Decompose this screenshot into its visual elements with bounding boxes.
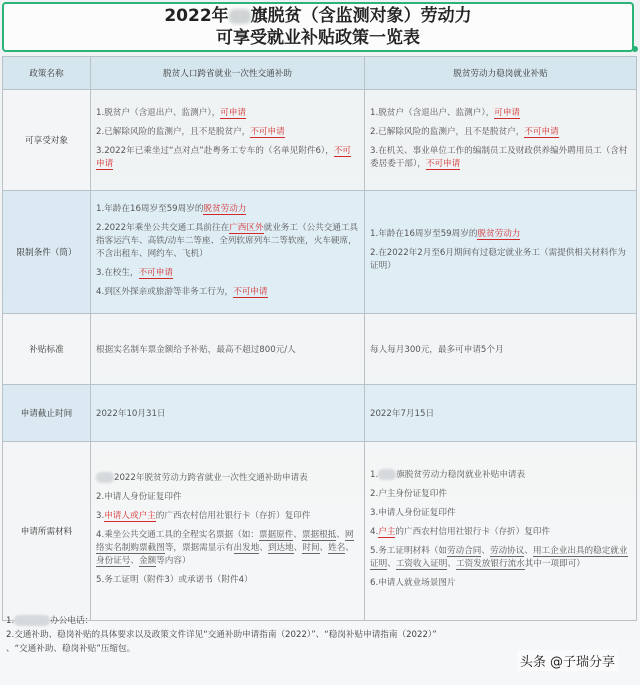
policy-table [2, 56, 637, 621]
header-policy-name: 政策名称 [3, 57, 91, 90]
title-box [2, 2, 634, 52]
red-mark: 可申请 [494, 107, 521, 118]
eligible-transport-cell [91, 90, 365, 191]
red-mark: 不可申请 [425, 158, 461, 169]
standard-stable-job-cell: 每人每月300元，最多可申请5个月 [365, 314, 637, 385]
footer-line-docs-tail: 、“交通补助、稳岗补贴”压缩包。 [6, 644, 136, 654]
list-item: 5.务工证明材料（如劳动合同、劳动协议、用工企业出具的稳定就业证明、工资收入证明、工资发放银行流水其中一项即可） [370, 546, 628, 569]
red-mark: 申请人或户主 [104, 511, 156, 521]
list-item: 1. 旗脱贫劳动力稳岗就业补贴申请表 [370, 470, 526, 480]
list-item: 4.户主的广西农村信用社银行卡（存折）复印件 [370, 527, 551, 537]
footer-line-contact: 1. 办公电话： [6, 616, 94, 626]
red-mark: 户主 [378, 527, 396, 537]
table-header-row [3, 57, 637, 90]
list-item: 1.脱贫户（含退出户、监测户），可申请 [96, 107, 247, 118]
deadline-transport-cell: 2022年10月31日 [91, 385, 365, 442]
row-label-standard: 补贴标准 [3, 314, 91, 385]
conditions-transport-cell [91, 191, 365, 314]
watermark: 头条 @子瑞分享 [517, 650, 618, 671]
red-mark: 不可申请 [524, 126, 559, 137]
list-item: 3.申请人或户主的广西农村信用社银行卡（存折）复印件 [96, 511, 311, 521]
footer-line-docs: 2.交通补助、稳岗补贴的具体要求以及政策文件详见“交通补助申请指南（2022）”、“稳岗补贴申请指南（2022）” [6, 630, 437, 640]
list-item: 3.在校生，不可申请 [96, 267, 173, 278]
list-item: 1.脱贫户（含退出户、监测户），可申请 [370, 107, 521, 118]
title-year: 2022年 [164, 6, 229, 26]
redacted-region [96, 472, 114, 483]
list-item: 2.已解除风险的监测户，且不是脱贫户，不可申请 [370, 126, 559, 137]
row-label-eligible: 可享受对象 [3, 90, 91, 191]
conditions-stable-job-cell [365, 191, 637, 314]
header-transport-subsidy: 脱贫人口跨省就业一次性交通补助 [91, 57, 365, 90]
list-item: 3.2022年已乘坐过“点对点”赴粤务工专车的（名单见附件6），不可申请 [96, 145, 352, 169]
deadline-stable-job-cell: 2022年7月15日 [365, 385, 637, 442]
list-item: 2.已解除风险的监测户，且不是脱贫户，不可申请 [96, 126, 285, 137]
red-mark: 脱贫劳动力 [203, 203, 247, 214]
red-mark: 广西区外 [229, 222, 264, 233]
table-row-conditions [3, 191, 637, 314]
redacted-region [229, 9, 251, 24]
selection-handle [632, 46, 638, 52]
list-item: 4.到区外探亲或旅游等非务工行为，不可申请 [96, 286, 268, 297]
header-stable-job-subsidy: 脱贫劳动力稳岗就业补贴 [365, 57, 637, 90]
page-title-line1 [4, 5, 632, 27]
red-mark: 不可申请 [250, 126, 285, 137]
table-row-eligible [3, 90, 637, 191]
table-row-standard [3, 314, 637, 385]
red-mark: 不可申请 [233, 286, 268, 297]
list-item: 1.年龄在16周岁至59周岁的脱贫劳动力 [370, 229, 521, 239]
materials-stable-job-cell [365, 442, 637, 621]
list-item: 2.申请人身份证复印件 [96, 492, 182, 502]
redacted-region [14, 615, 50, 626]
list-item: 4.乘坐公共交通工具的全程实名票据（如：票据原件、票据根抵、网络实名制购票截图等，票据需显示有出发地、到达地、时间、姓名、身份证号、金额等内容） [96, 530, 354, 566]
materials-transport-cell [91, 442, 365, 621]
list-item: 6.申请人就业场景图片 [370, 578, 456, 588]
eligible-stable-job-cell [365, 90, 637, 191]
table-row-materials [3, 442, 637, 621]
page-title-line2: 可享受就业补贴政策一览表 [216, 28, 420, 48]
list-item: 1.年龄在16周岁至59周岁的脱贫劳动力 [96, 203, 247, 214]
redacted-region [378, 469, 396, 480]
list-item: 2.户主身份证复印件 [370, 489, 447, 499]
list-item: 3.申请人身份证复印件 [370, 508, 456, 518]
red-mark: 可申请 [220, 107, 247, 118]
red-mark: 不可申请 [138, 267, 173, 278]
list-item: 5.务工证明（附件3）或承诺书（附件4） [96, 575, 253, 585]
list-item: 2.2022年乘坐公共交通工具前往在广西区外就业务工（公共交通工具指客运汽车、高铁/动车二等座、全列软席列车二等软座，火车硬席，不含出租车、网约车、飞机） [96, 222, 359, 259]
table-row-deadline [3, 385, 637, 442]
list-item: 2.在2022年2月至6月期间有过稳定就业务工（需提供相关材料作为证明） [370, 248, 626, 271]
list-item: 3.在机关、事业单位工作的编制员工及财政供养编外聘用员工（含村委居委干部），不可申请 [370, 145, 628, 169]
red-mark: 不可申请 [96, 145, 352, 169]
standard-transport-cell: 根据实名制车票金额给予补贴，最高不超过800元/人 [91, 314, 365, 385]
title-subject: 旗脱贫（含监测对象）劳动力 [250, 6, 472, 26]
list-item: 2022年脱贫劳动力跨省就业一次性交通补助申请表 [96, 472, 359, 485]
row-label-conditions: 限制条件（筒） [3, 191, 91, 314]
row-label-deadline: 申请截止时间 [3, 385, 91, 442]
row-label-materials: 申请所需材料 [3, 442, 91, 621]
red-mark: 脱贫劳动力 [477, 229, 521, 239]
